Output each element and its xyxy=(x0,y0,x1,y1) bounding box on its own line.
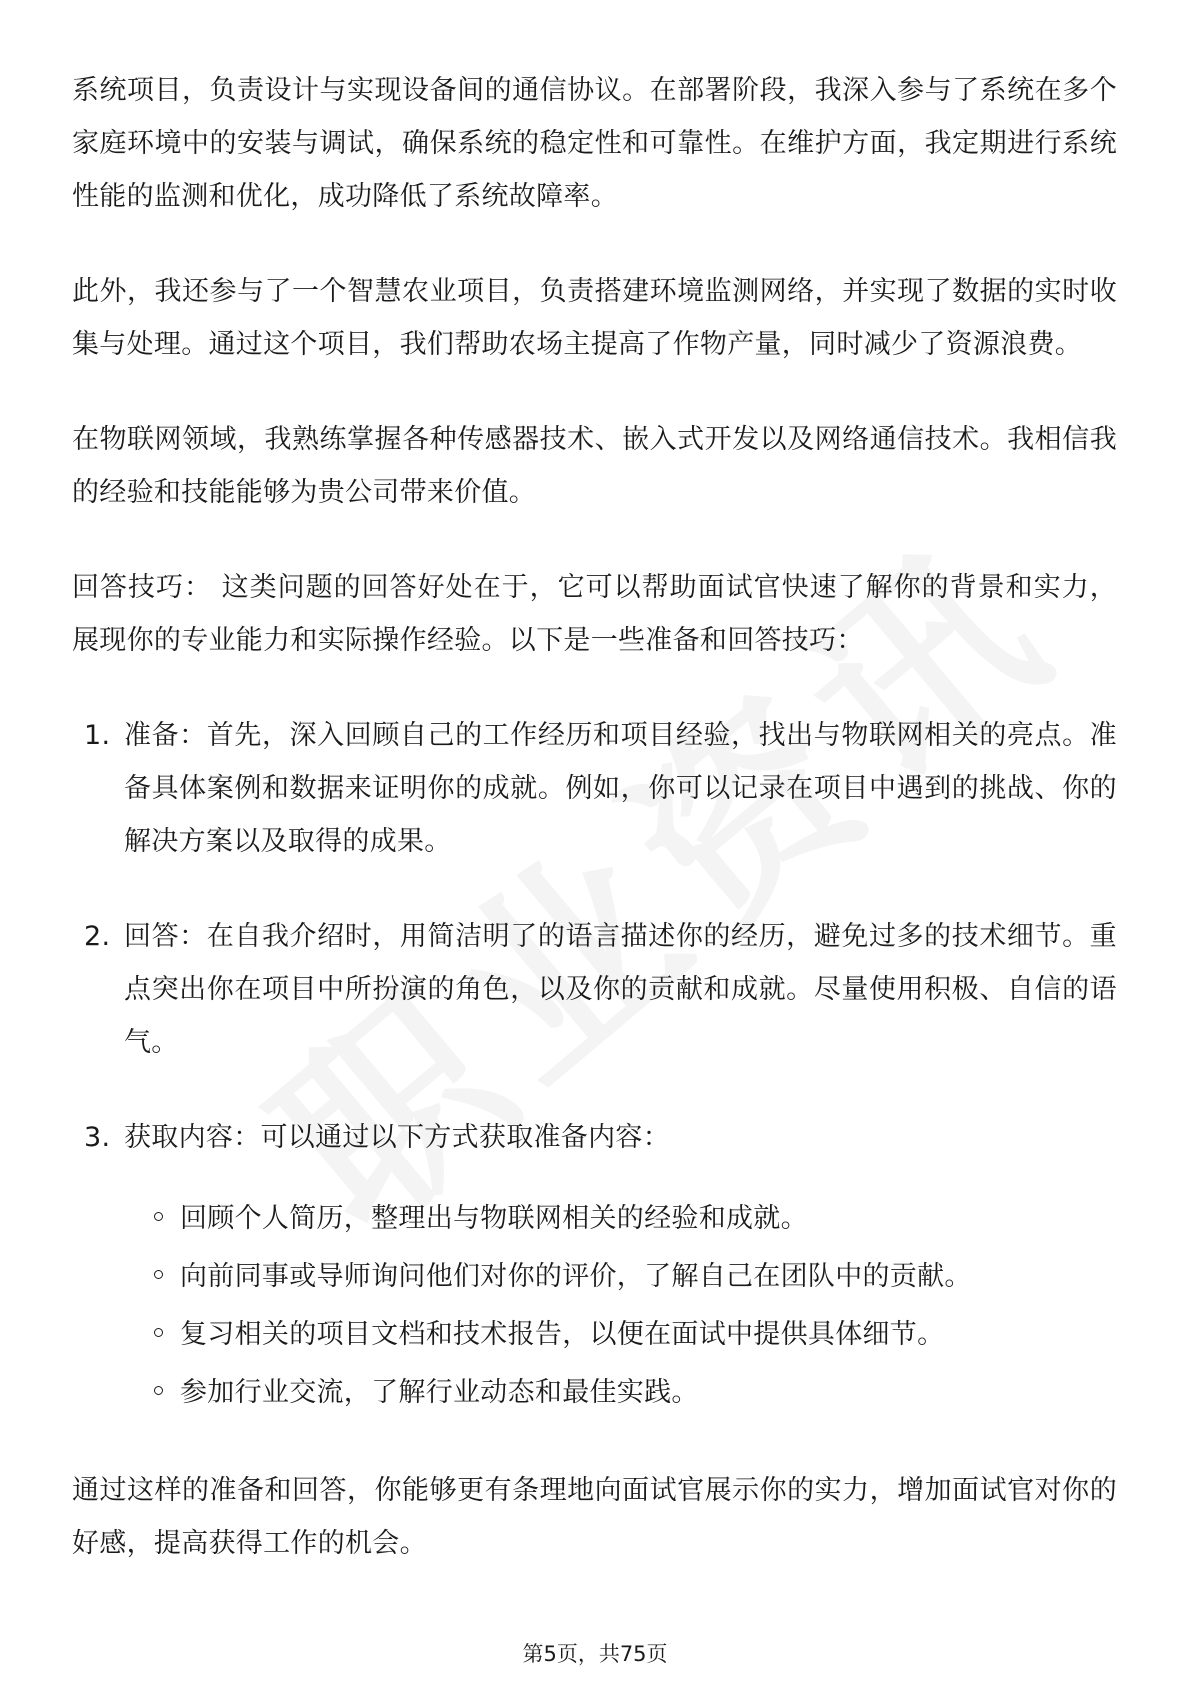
paragraph-closing: 通过这样的准备和回答，你能够更有条理地向面试官展示你的实力，增加面试官对你的好感，提高获得工作的机会。 xyxy=(72,1475,1117,1559)
document-body xyxy=(72,64,1117,1612)
paragraph-answer-tips: 回答技巧： 这类问题的回答好处在于，它可以帮助面试官快速了解你的背景和实力，展现你的专业能力和实际操作经验。以下是一些准备和回答技巧： xyxy=(72,572,1117,656)
circle-bullet-icon xyxy=(154,1386,163,1395)
tips-list-item xyxy=(72,1111,1117,1422)
circle-bullet-icon xyxy=(154,1270,163,1279)
list-number: 2. xyxy=(84,921,111,952)
tips-list-item xyxy=(72,910,1117,1069)
sub-list-item xyxy=(154,1364,1117,1422)
paragraph-smart-agriculture: 此外，我还参与了一个智慧农业项目，负责搭建环境监测网络，并实现了数据的实时收集与处理。通过这个项目，我们帮助农场主提高了作物产量，同时减少了资源浪费。 xyxy=(72,276,1117,360)
sub-list-item-text: 回顾个人简历，整理出与物联网相关的经验和成就。 xyxy=(180,1203,808,1234)
circle-bullet-icon xyxy=(154,1328,163,1337)
list-item-text: 获取内容：可以通过以下方式获取准备内容： xyxy=(124,1122,670,1153)
paragraph-project-continuation: 系统项目，负责设计与实现设备间的通信协议。在部署阶段，我深入参与了系统在多个家庭环境中的安装与调试，确保系统的稳定性和可靠性。在维护方面，我定期进行系统性能的监测和优化，成功降低了系统故障率。 xyxy=(72,75,1117,212)
sub-list-item-text: 向前同事或导师询问他们对你的评价，了解自己在团队中的贡献。 xyxy=(180,1261,972,1292)
sub-list-item-text: 复习相关的项目文档和技术报告，以便在面试中提供具体细节。 xyxy=(180,1319,945,1350)
sub-list-item xyxy=(154,1190,1117,1248)
tips-list xyxy=(72,709,1117,1422)
paragraph-iot-skills: 在物联网领域，我熟练掌握各种传感器技术、嵌入式开发以及网络通信技术。我相信我的经验和技能能够为贵公司带来价值。 xyxy=(72,424,1117,508)
tips-list-item xyxy=(72,709,1117,868)
sub-list-item-text: 参加行业交流，了解行业动态和最佳实践。 xyxy=(180,1377,699,1408)
sub-list-item xyxy=(154,1248,1117,1306)
page-number-footer: 第5页，共75页 xyxy=(522,1642,668,1666)
circle-bullet-icon xyxy=(154,1212,163,1221)
list-item-text: 准备：首先，深入回顾自己的工作经历和项目经验，找出与物联网相关的亮点。准备具体案例和数据来证明你的成就。例如，你可以记录在项目中遇到的挑战、你的解决方案以及取得的成果。 xyxy=(124,720,1117,857)
list-number: 3. xyxy=(84,1122,111,1153)
sub-list-item xyxy=(154,1306,1117,1364)
sub-list xyxy=(124,1190,1117,1422)
list-number: 1. xyxy=(84,720,111,751)
list-item-text: 回答：在自我介绍时，用简洁明了的语言描述你的经历，避免过多的技术细节。重点突出你在项目中所扮演的角色，以及你的贡献和成就。尽量使用积极、自信的语气。 xyxy=(124,921,1117,1058)
